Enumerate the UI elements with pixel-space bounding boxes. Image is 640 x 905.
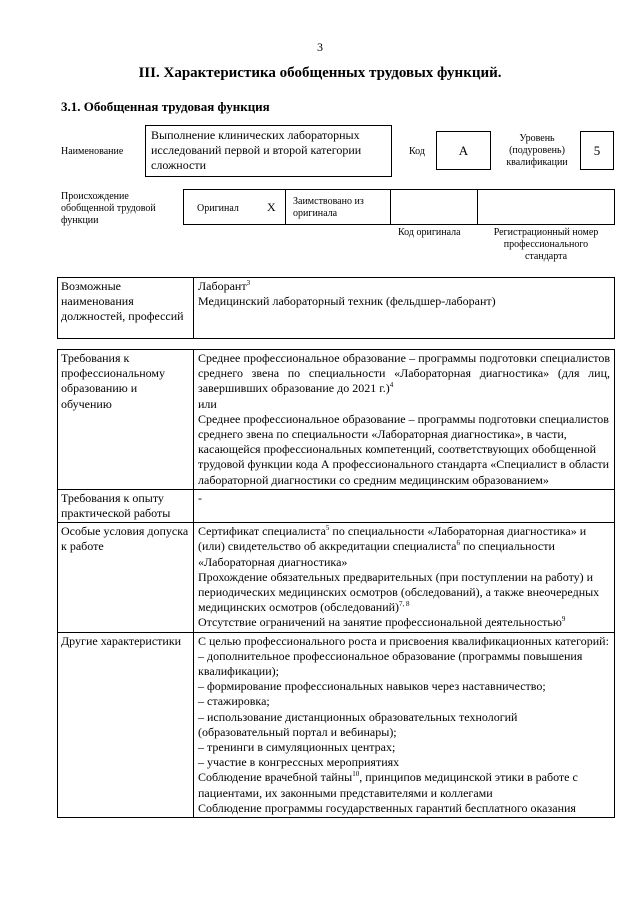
footnote-3: 3	[246, 279, 251, 287]
footnote-9: 9	[561, 615, 566, 624]
experience-row	[58, 489, 615, 522]
special-row	[58, 523, 615, 632]
subsection-title: 3.1. Обобщенная трудовая функция	[61, 99, 270, 114]
footnote-10: 10	[352, 770, 360, 779]
special-label: Особые условия допуска к работе	[58, 523, 194, 632]
other-item: – стажировка;	[198, 694, 270, 709]
other-item: – формирование профессиональных навыков через наставничество;	[198, 679, 546, 694]
other-item: – участие в конгрессных мероприятиях	[198, 755, 400, 770]
education-p2: Среднее профессиональное образование – программы подготовки специалистов среднего звена по специальности «Лабораторная диагностика», в части, касающейся профессиональных компетенций, соответствующих обобщенной трудовой функции кода А профессионального стандарта «Специалист в области лабораторной диагностики со средним медицинским образованием»	[198, 411, 610, 487]
origin-divider	[477, 189, 478, 225]
level-value: 5	[580, 131, 614, 170]
other-item: – дополнительное профессиональное образование (программы повышения квалификации);	[198, 648, 583, 679]
other-item: – использование дистанционных образовательных технологий (образовательный портал и вебинары);	[198, 709, 518, 739]
name-label: Наименование	[61, 146, 124, 157]
special-p1b: по специальности «Лабораторная диагностика» и (или) свидетельство об аккредитации специалиста	[198, 524, 587, 554]
reg-number-caption: Регистрационный номер профессионального стандарта	[493, 227, 599, 262]
special-p1c: по специальности «Лабораторная диагностика»	[198, 539, 555, 569]
other-intro: С целью профессионального роста и присвоения квалификационных категорий:	[198, 633, 609, 648]
name-value: Выполнение клинических лабораторных исследований первой и второй категории сложности	[145, 125, 392, 177]
footnote-5: 5	[325, 524, 330, 533]
origin-row	[183, 189, 615, 225]
special-p3: Отсутствие ограничений на занятие профессиональной деятельностью	[198, 615, 562, 630]
other-row	[58, 632, 615, 817]
footnote-6: 6	[456, 539, 460, 548]
education-row	[58, 350, 615, 490]
experience-label: Требования к опыту практической работы	[58, 489, 194, 522]
other-label: Другие характеристики	[58, 632, 194, 817]
education-or: или	[198, 396, 217, 411]
level-label: Уровень (подуровень) квалификации	[506, 132, 568, 168]
code-value: А	[436, 131, 491, 170]
other-secret-b: , принципов медицинской этики в работе с пациентами, их законными представителями и коллегами	[198, 770, 578, 800]
education-label: Требования к профессиональному образованию и обучению	[58, 350, 194, 490]
original-code-caption: Код оригинала	[398, 227, 461, 238]
positions-value	[194, 278, 615, 339]
section-title: III. Характеристика обобщенных трудовых функций.	[138, 65, 502, 81]
code-label: Код	[409, 146, 425, 157]
education-value	[194, 350, 615, 490]
positions-table	[57, 277, 615, 339]
origin-divider	[285, 189, 286, 225]
other-item: – тренинги в симуляционных центрах;	[198, 740, 396, 755]
borrowed-label: Заимствовано из оригинала	[293, 196, 364, 219]
positions-label: Возможные наименования должностей, профессий	[58, 278, 194, 339]
position-1: Лаборант	[198, 279, 247, 293]
position-2: Медицинский лабораторный техник (фельдшер-лаборант)	[198, 294, 496, 309]
other-value	[194, 632, 615, 817]
origin-divider	[390, 189, 391, 225]
page-number: 3	[317, 40, 323, 54]
special-value	[194, 523, 615, 632]
footnote-4: 4	[389, 381, 394, 390]
requirements-table	[57, 349, 615, 818]
other-secret-a: Соблюдение врачебной тайны	[198, 770, 353, 785]
origin-label: Происхождение обобщенной трудовой функции	[61, 191, 156, 226]
original-label: Оригинал	[197, 203, 239, 214]
other-last: Соблюдение программы государственных гарантий бесплатного оказания	[198, 800, 576, 815]
original-mark: X	[267, 200, 276, 214]
education-p1: Среднее профессиональное образование – программы подготовки специалистов среднего звена по специальности «Лабораторная диагностика» (для лиц, завершивших образование до 2021 г.)	[198, 351, 610, 396]
special-p1a: Сертификат специалиста	[198, 524, 326, 539]
footnote-7-8: 7, 8	[399, 600, 410, 609]
experience-value: -	[194, 489, 615, 522]
special-p2: Прохождение обязательных предварительных (при поступлении на работу) и периодических медицинских осмотров (обследований), а также внеочередных медицинских осмотров (обследований)	[198, 569, 600, 615]
